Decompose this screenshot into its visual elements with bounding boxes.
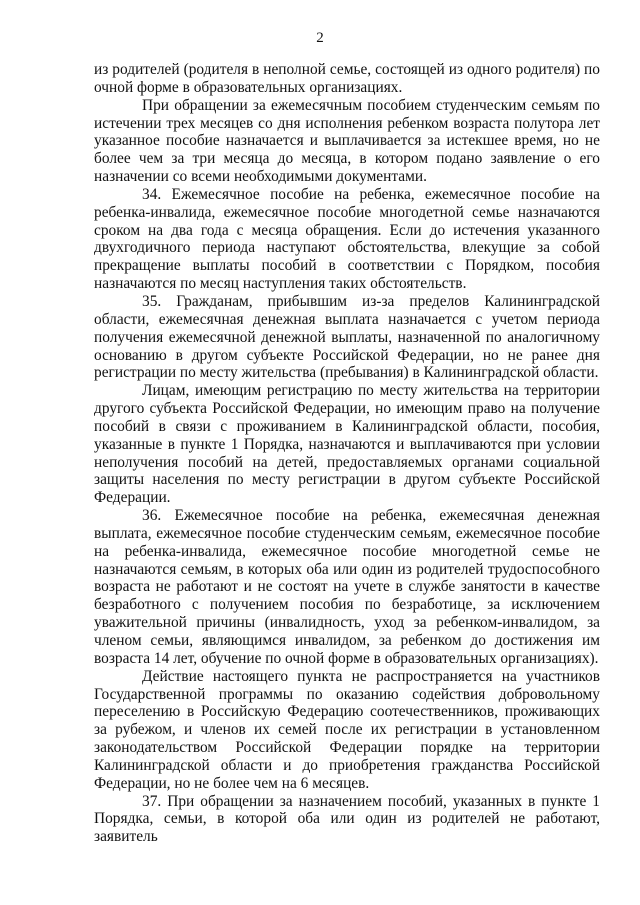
paragraph-student-families-allowance: При обращении за ежемесячным пособием студенческим семьям по истечении трех месяцев со дня исполнения ребенком возраста полутора лет указанное пособие назначается и выплачивается за истекшее время, но не более чем за три месяца до месяца, в котором подано заявление о его назначении со всеми необходимыми документами. xyxy=(94,96,600,186)
page-number: 2 xyxy=(316,30,324,46)
paragraph-item-34: 34. Ежемесячное пособие на ребенка, ежемесячное пособие на ребенка-инвалида, ежемесячное пособие многодетной семье назначаются сроком на два года с месяца обращения. Если до истечения указанного двухгодичного периода наступают обстоятельства, влекущие за собой прекращение выплаты пособий в соответствии с Порядком, пособия назначаются по месяц наступления таких обстоятельств. xyxy=(94,185,600,293)
paragraph-item-37: 37. При обращении за назначением пособий, указанных в пункте 1 Порядка, семьи, в которой оба или один из родителей не работают, заявитель xyxy=(94,792,600,846)
document-body xyxy=(94,61,600,846)
paragraph-item-35: 35. Гражданам, прибывшим из-за пределов Калининградской области, ежемесячная денежная выплата назначается с учетом периода получения ежемесячной денежной выплаты, назначенной по аналогичному основанию в другом субъекте Российской Федерации, но не ранее дня регистрации по месту жительства (пребывания) в Калининградской области. xyxy=(94,292,600,382)
paragraph-registration-other-subject: Лицам, имеющим регистрацию по месту жительства на территории другого субъекта Российской Федерации, но имеющим право на получение пособий в связи с проживанием в Калининградской области, пособия, указанные в пункте 1 Порядка, назначаются и выплачиваются при условии неполучения пособий на детей, предоставляемых органами социальной защиты населения по месту регистрации в другом субъекте Российской Федерации. xyxy=(94,382,600,507)
paragraph-compatriots-program: Действие настоящего пункта не распространяется на участников Государственной программы по оказанию содействия добровольному переселению в Российскую Федерацию соотечественников, проживающих за рубежом, и членов их семей после их регистрации в установленном законодательством Российской Федерации порядке на территории Калининградской области и до приобретения гражданства Российской Федерации, но не более чем на 6 месяцев. xyxy=(94,667,600,792)
paragraph-item-36: 36. Ежемесячное пособие на ребенка, ежемесячная денежная выплата, ежемесячное пособие студенческим семьям, ежемесячное пособие на ребенка-инвалида, ежемесячное пособие многодетной семье не назначаются семьям, в которых оба или один из родителей трудоспособного возраста не работают и не состоят на учете в службе занятости в качестве безработного с получением пособия по безработице, за исключением уважительной причины (инвалидность, уход за ребенком-инвалидом, за членом семьи, являющимся инвалидом, за ребенком до достижения им возраста 14 лет, обучение по очной форме в образовательных организациях). xyxy=(94,507,600,667)
paragraph-continuation: из родителей (родителя в неполной семье, состоящей из одного родителя) по очной форме в образовательных организациях. xyxy=(94,61,600,96)
